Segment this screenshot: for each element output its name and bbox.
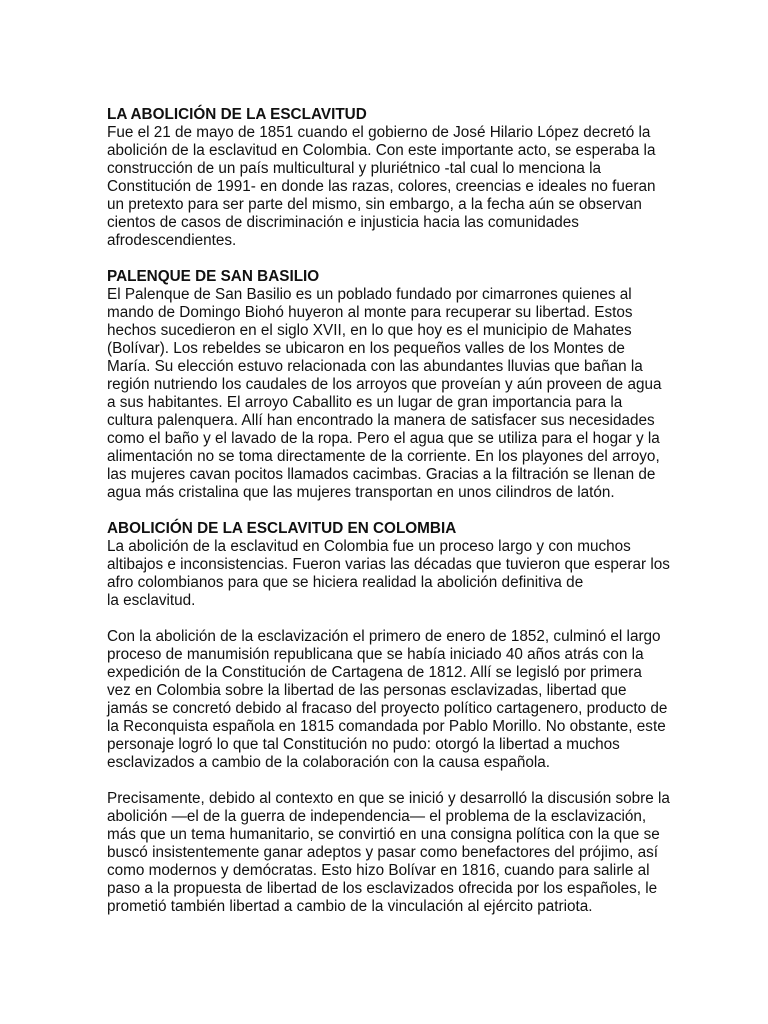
- paragraph-line: construcción de un país multicultural y pluriétnico -tal cual lo menciona la: [107, 160, 601, 177]
- paragraph-line: como modernos y demócratas. Esto hizo Bolívar en 1816, cuando para salirle al: [107, 862, 650, 879]
- paragraph-line: abolición —el de la guerra de independencia— el problema de la esclavización,: [107, 808, 647, 825]
- paragraph-manumision: [107, 628, 667, 772]
- paragraph-line: jamás se concretó debido al fracaso del proyecto político cartagenero, producto de: [107, 700, 668, 717]
- paragraph-line: proceso de manumisión republicana que se había iniciado 40 años atrás con la: [107, 646, 644, 663]
- paragraph-line: como el baño y el lavado de la ropa. Pero el agua que se utiliza para el hogar y la: [107, 430, 660, 447]
- paragraph-line: altibajos e inconsistencias. Fueron varias las décadas que tuvieron que esperar los: [107, 556, 670, 573]
- section-heading: ABOLICIÓN DE LA ESCLAVITUD EN COLOMBIA: [107, 520, 457, 537]
- paragraph-line: cientos de casos de discriminación e injusticia hacia las comunidades: [107, 214, 579, 231]
- paragraph-line: afro colombianos para que se hiciera realidad la abolición definitiva de: [107, 574, 584, 591]
- paragraph-independencia: [107, 790, 670, 916]
- paragraph-line: más que un tema humanitario, se convirtió en una consigna política con la que se: [107, 826, 660, 843]
- paragraph-line: personaje logró lo que tal Constitución no pudo: otorgó la libertad a muchos: [107, 736, 620, 753]
- paragraph-line: abolición de la esclavitud en Colombia. Con este importante acto, se esperaba la: [107, 142, 656, 159]
- section-heading: LA ABOLICIÓN DE LA ESCLAVITUD: [107, 106, 367, 123]
- paragraph-line: afrodescendientes.: [107, 232, 237, 249]
- paragraph-line: región nutriendo los caudales de los arroyos que proveían y aún proveen de agua: [107, 376, 662, 393]
- paragraph-line: alimentación no se toma directamente de la corriente. En los playones del arroyo,: [107, 448, 660, 465]
- paragraph-line: paso a la propuesta de libertad de los esclavizados ofrecida por los españoles, le: [107, 880, 658, 897]
- paragraph-line: las mujeres cavan pocitos llamados cacimbas. Gracias a la filtración se llenan de: [107, 466, 656, 483]
- section-abolicion-colombia: [107, 520, 670, 610]
- paragraph-line: expedición de la Constitución de Cartagena de 1812. Allí se legisló por primera: [107, 664, 642, 681]
- paragraph-line: la esclavitud.: [107, 592, 196, 609]
- document-body: [107, 106, 670, 934]
- section-abolicion: [107, 106, 667, 250]
- section-palenque: [107, 268, 667, 502]
- paragraph-line: vez en Colombia sobre la libertad de las personas esclavizadas, libertad que: [107, 682, 627, 699]
- paragraph-line: cultura palenquera. Allí han encontrado la manera de satisfacer sus necesidades: [107, 412, 655, 429]
- paragraph-line: Con la abolición de la esclavización el primero de enero de 1852, culminó el largo: [107, 628, 661, 645]
- section-heading: PALENQUE DE SAN BASILIO: [107, 268, 320, 285]
- paragraph-line: La abolición de la esclavitud en Colombia fue un proceso largo y con muchos: [107, 538, 631, 555]
- paragraph-line: a sus habitantes. El arroyo Caballito es un lugar de gran importancia para la: [107, 394, 623, 411]
- paragraph-line: la Reconquista española en 1815 comandada por Pablo Morillo. No obstante, este: [107, 718, 666, 735]
- paragraph-line: buscó insistentemente ganar adeptos y pasar como benefactores del prójimo, así: [107, 844, 659, 861]
- paragraph-line: Fue el 21 de mayo de 1851 cuando el gobierno de José Hilario López decretó la: [107, 124, 651, 141]
- paragraph-line: El Palenque de San Basilio es un poblado fundado por cimarrones quienes al: [107, 286, 632, 303]
- paragraph-line: Constitución de 1991- en donde las razas, colores, creencias e ideales no fueran: [107, 178, 656, 195]
- paragraph-line: María. Su elección estuvo relacionada con las abundantes lluvias que bañan la: [107, 358, 643, 375]
- paragraph-line: hechos sucedieron en el siglo XVII, en lo que hoy es el municipio de Mahates: [107, 322, 632, 339]
- paragraph-line: (Bolívar). Los rebeldes se ubicaron en los pequeños valles de los Montes de: [107, 340, 625, 357]
- paragraph-line: esclavizados a cambio de la colaboración con la causa española.: [107, 754, 551, 771]
- paragraph-line: agua más cristalina que las mujeres transportan en unos cilindros de latón.: [107, 484, 615, 501]
- paragraph-line: mando de Domingo Biohó huyeron al monte para recuperar su libertad. Estos: [107, 304, 633, 321]
- paragraph-line: Precisamente, debido al contexto en que se inició y desarrolló la discusión sobre la: [107, 790, 670, 807]
- paragraph-line: prometió también libertad a cambio de la vinculación al ejército patriota.: [107, 898, 593, 915]
- paragraph-line: un pretexto para ser parte del mismo, sin embargo, a la fecha aún se observan: [107, 196, 642, 213]
